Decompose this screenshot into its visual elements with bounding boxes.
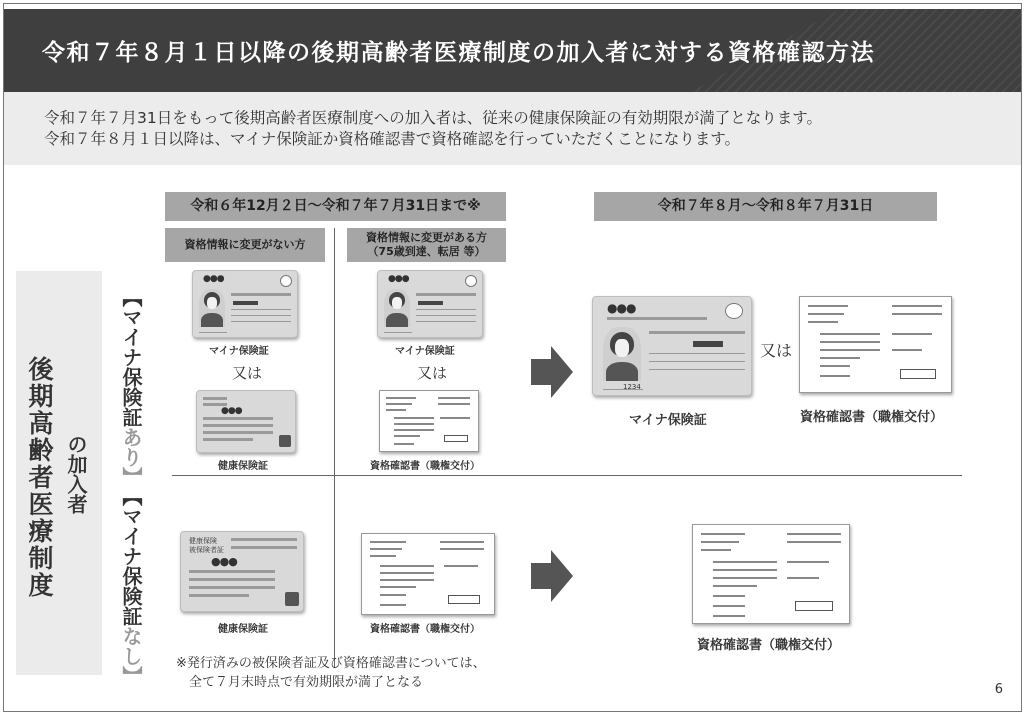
card-number: 1234 bbox=[623, 383, 641, 391]
page-number: 6 bbox=[994, 682, 1003, 697]
card-name-dots: ●●● bbox=[388, 274, 409, 284]
card-logo-icon bbox=[280, 275, 292, 287]
row-label-myna-ari bbox=[117, 287, 146, 487]
right-arrow-icon bbox=[531, 550, 575, 602]
eligibility-certificate-label: 資格確認書（職権交付） bbox=[370, 461, 480, 472]
row-divider bbox=[172, 475, 962, 476]
intro-line-2: 令和７年８月１日以降は、マイナ保険証か資格確認書で資格確認を行っていただくことになります。 bbox=[44, 130, 740, 148]
row-label-ari-prefix: 【マイナ保険証 bbox=[119, 287, 143, 427]
intro-box bbox=[4, 92, 1021, 165]
row-label-nashi-prefix: 【マイナ保険証 bbox=[119, 486, 143, 626]
card-name-dots: ●●● bbox=[211, 555, 237, 568]
health-insurance-card-image bbox=[180, 531, 304, 612]
slide bbox=[3, 3, 1022, 712]
card-logo-icon bbox=[725, 303, 743, 319]
eligibility-certificate-label: 資格確認書（職権交付） bbox=[370, 624, 480, 635]
kenko-card-line1: 健康保険 bbox=[189, 537, 217, 545]
change-header-line2: （75歳到達、転居 等） bbox=[367, 245, 486, 258]
eligibility-certificate-image bbox=[379, 390, 479, 452]
myna-card-label-large: マイナ保険証 bbox=[629, 413, 707, 428]
column-divider bbox=[334, 228, 335, 668]
footnote-line2: 全て７月末時点で有効期限が満了となる bbox=[176, 675, 424, 690]
eligibility-certificate-label-large: 資格確認書（職権交付） bbox=[697, 638, 841, 653]
eligibility-certificate-image bbox=[361, 533, 495, 615]
intro-line-1: 令和７年７月31日をもって後期高齢者医療制度への加入者は、従来の健康保険証の有効期限が満了となります。 bbox=[44, 109, 822, 127]
kenko-card-line2: 被保険者証 bbox=[189, 546, 224, 554]
period2-header: 令和７年８月〜令和８年７月31日 bbox=[594, 192, 937, 221]
or-label: 又は bbox=[760, 341, 793, 360]
health-insurance-card-image bbox=[196, 390, 296, 453]
card-name-dots: ●●● bbox=[221, 406, 242, 416]
eligibility-certificate-label-large: 資格確認書（職権交付） bbox=[800, 410, 944, 425]
card-name-dots: ●●● bbox=[607, 301, 636, 315]
card-chip-icon bbox=[279, 435, 291, 447]
eligibility-certificate-image-large bbox=[799, 296, 952, 393]
card-name-dots: ●●● bbox=[203, 274, 224, 284]
myna-card-image-large bbox=[592, 296, 752, 396]
card-chip-icon bbox=[285, 592, 299, 606]
health-insurance-card-label: 健康保険証 bbox=[218, 461, 268, 472]
or-label: 又は bbox=[417, 364, 448, 382]
card-logo-icon bbox=[465, 275, 477, 287]
or-label: 又は bbox=[232, 364, 263, 382]
page-title: 令和７年８月１日以降の後期高齢者医療制度の加入者に対する資格確認方法 bbox=[42, 40, 875, 66]
myna-card-label: マイナ保険証 bbox=[209, 346, 269, 357]
person-photo-icon bbox=[199, 289, 225, 327]
row-label-nashi-suffix: なし】 bbox=[119, 626, 143, 686]
row-label-myna-nashi bbox=[117, 486, 146, 686]
no-change-header: 資格情報に変更がない方 bbox=[165, 228, 325, 262]
change-header-line1: 資格情報に変更がある方 bbox=[366, 231, 487, 244]
change-header bbox=[347, 228, 506, 262]
eligibility-certificate-image-large bbox=[692, 524, 850, 624]
person-photo-icon bbox=[603, 327, 641, 381]
row-label-ari-suffix: あり】 bbox=[119, 427, 143, 487]
myna-card-image bbox=[192, 270, 298, 338]
title-bar bbox=[4, 9, 1021, 92]
period1-header: 令和６年12月２日〜令和７年７月31日まで※ bbox=[165, 192, 506, 221]
myna-card-image bbox=[377, 270, 483, 338]
side-sub-label: の加入者 bbox=[64, 434, 88, 514]
footnote bbox=[176, 654, 486, 692]
right-arrow-icon bbox=[531, 346, 575, 398]
myna-card-label: マイナ保険証 bbox=[395, 346, 455, 357]
side-main-label: 後期高齢者医療制度 bbox=[25, 356, 54, 599]
person-photo-icon bbox=[384, 289, 410, 327]
footnote-line1: ※発行済みの被保険者証及び資格確認書については、 bbox=[176, 656, 486, 671]
health-insurance-card-label: 健康保険証 bbox=[218, 624, 268, 635]
